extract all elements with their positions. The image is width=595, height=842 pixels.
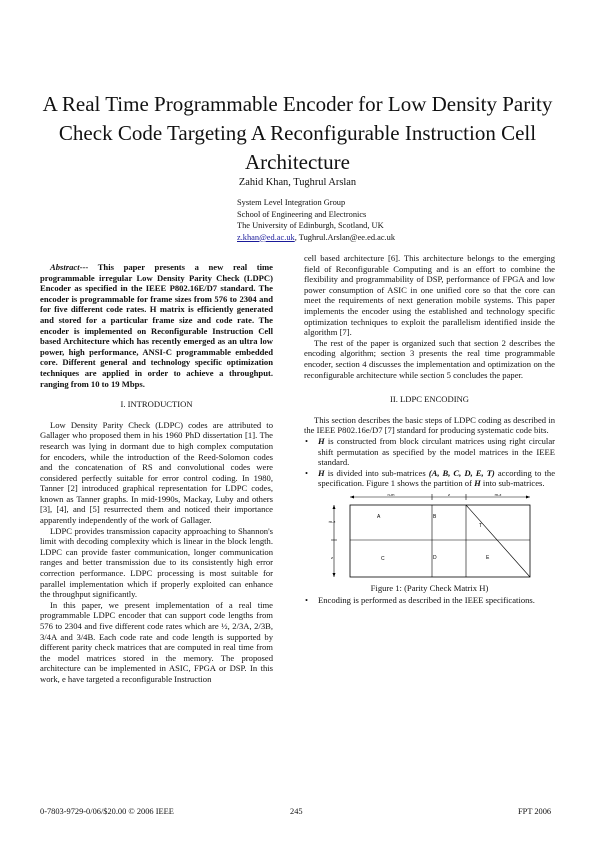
paper-title: A Real Time Programmable Encoder for Low Density Parity Check Code Targeting A Reconfigurable Instruction Cell Architecture [42,92,553,174]
email-arslan: Tughrul.Arslan@ee.ed.ac.uk [298,232,396,242]
dim-label-z: z [448,492,450,497]
section-heading-introduction: I. INTRODUCTION [120,399,193,410]
affiliation-line: System Level Integration Group [237,198,346,207]
affiliation [237,197,395,243]
section-heading-ldpc-encoding: II. LDPC ENCODING [389,394,469,405]
email-link-khan[interactable]: z.khan@ed.ac.uk [237,232,295,242]
abstract-label: Abstract [50,262,80,272]
abstract [40,262,273,389]
dim-label-m-z: m-z [494,492,502,497]
affiliation-emails [237,232,395,244]
cell-label-d: D [433,554,437,561]
paragraph: In this paper, we present implementation of a real time programmable LDPC encoder that can support code lengths from 576 to 2304 and five different code rates which are ½, 2/3A, 2/3B, 3/4A and 3/4B. Each code rate and code length is supported by different parity check matrices that are computed in real time from the model matrices stored in the memory. The proposed architecture can be implemented in ASIC, FPGA or DSP. In this work, e have targeted a reconfigurable Instruction [40,599,273,684]
paragraph: LDPC provides transmission capacity approaching to Shannon's limit with decoding complexity which is linear in the block length. LDPC can provide faster communication, longer communication ranges and better transmission due to its consistently high error correction performance. LDPC processing is most suitable for parallel implementation which if properly exploited can enhance the throughput significantly. [40,525,273,600]
affiliation-line: School of Engineering and Electronics [237,209,367,219]
paragraph: Low Density Parity Check (LDPC) codes are attributed to Gallager who proposed them in his 1960 PhD dissertation [1]. The research was lying in dormant due to high complex computation for encoders, while the introduction of the Reed-Solomon codes and the concatenation of RS and convolutional codes were considered perfectly suitable for error control coding. In 1980, Tanner [2] introduced graphical representation for LDPC codes, known as Tanner graphs. In mid-1990s, Mackay, Luby and others [3], [4], and [5] resurrected them and noticed their importance apparently independently of the work of Gallager. [40,419,273,526]
affiliation-line: The University of Edinburgh, Scotland, UK [237,221,384,230]
cell-label-e: E [486,554,490,561]
list-item: • H is constructed from block circulant matrices using right circular shift permutation as specified by the model matrices in the IEEE standard. [318,436,555,468]
dim-label-left-m-z: m-z [328,518,336,524]
footer-conference: FPT 2006 [518,807,552,816]
list-item: • H is divided into sub-matrices (A, B, C, D, E, T) according to the specification. Figure 1 shows the partition of H into sub-matrices. [318,468,555,489]
left-column [40,262,273,685]
cell-label-b: B [433,513,437,520]
authors: Zahid Khan, Tughrul Arslan [238,177,357,188]
paragraph: cell based architecture [6]. This architecture belongs to the emerging field of Reconfigurable Computing and is an effort to combine the flexibility and programmability of DSP, performance of FPGA and low power consumption of ASIC in one unified core so that the core can meet the requirements of next generation mobile systems. This paper implements the encoder using the established and technology specific optimization techniques to exploit the parallelism identified inside the algorithm [7]. [304,253,555,338]
dim-label-n-m: n-m [387,492,395,497]
list-item: • Encoding is performed as described in the IEEE specifications. [318,595,555,606]
parity-check-matrix-figure [326,493,533,579]
paragraph: This section describes the basic steps of LDPC coding as described in the IEEE P802.16e/D7 [7] standard for producing systematic code bits. [304,414,555,436]
abstract-text: This paper presents a new real time programmable irregular Low Density Parity Check (LDPC) Encoder as specified in the IEEE P802.16E/D7 standard. The encoder is programmable for frame sizes from 576 to 2304 and for five different code rates. H matrix is efficiently generated and stored for a particular frame size and code rate. The encoder is implemented on Reconfigurable Instruction Cell based Architecture which has recently emerged as an ultra low power, high performance, ANSI-C programmable embedded core. Different general and technology specific optimization techniques are applied in order to achieve a throughput. ranging from 10 to 19 Mbps. [40,262,273,389]
footer-copyright: 0-7803-9729-0/06/$20.00 © 2006 IEEE [40,807,174,816]
right-column [304,253,555,606]
footer-page-number: 245 [290,807,303,816]
paragraph: The rest of the paper is organized such that section 2 describes the encoding algorithm; section 3 presents the real time programmable encoder, section 4 discusses the implementation and optimization on the reconfigurable architecture while section 5 concludes the paper. [304,337,555,380]
email-separator: , [294,232,299,242]
dim-label-left-z: z [331,554,333,560]
bullet-list [304,595,555,606]
matrix-diagram [326,493,533,579]
cell-label-t: T [479,522,483,529]
figure-caption: Figure 1: (Parity Check Matrix H) [370,582,489,593]
cell-label-c: C [381,555,385,562]
cell-label-a: A [377,513,381,520]
abstract-dashes: --- [79,262,89,272]
bullet-list [304,436,555,489]
